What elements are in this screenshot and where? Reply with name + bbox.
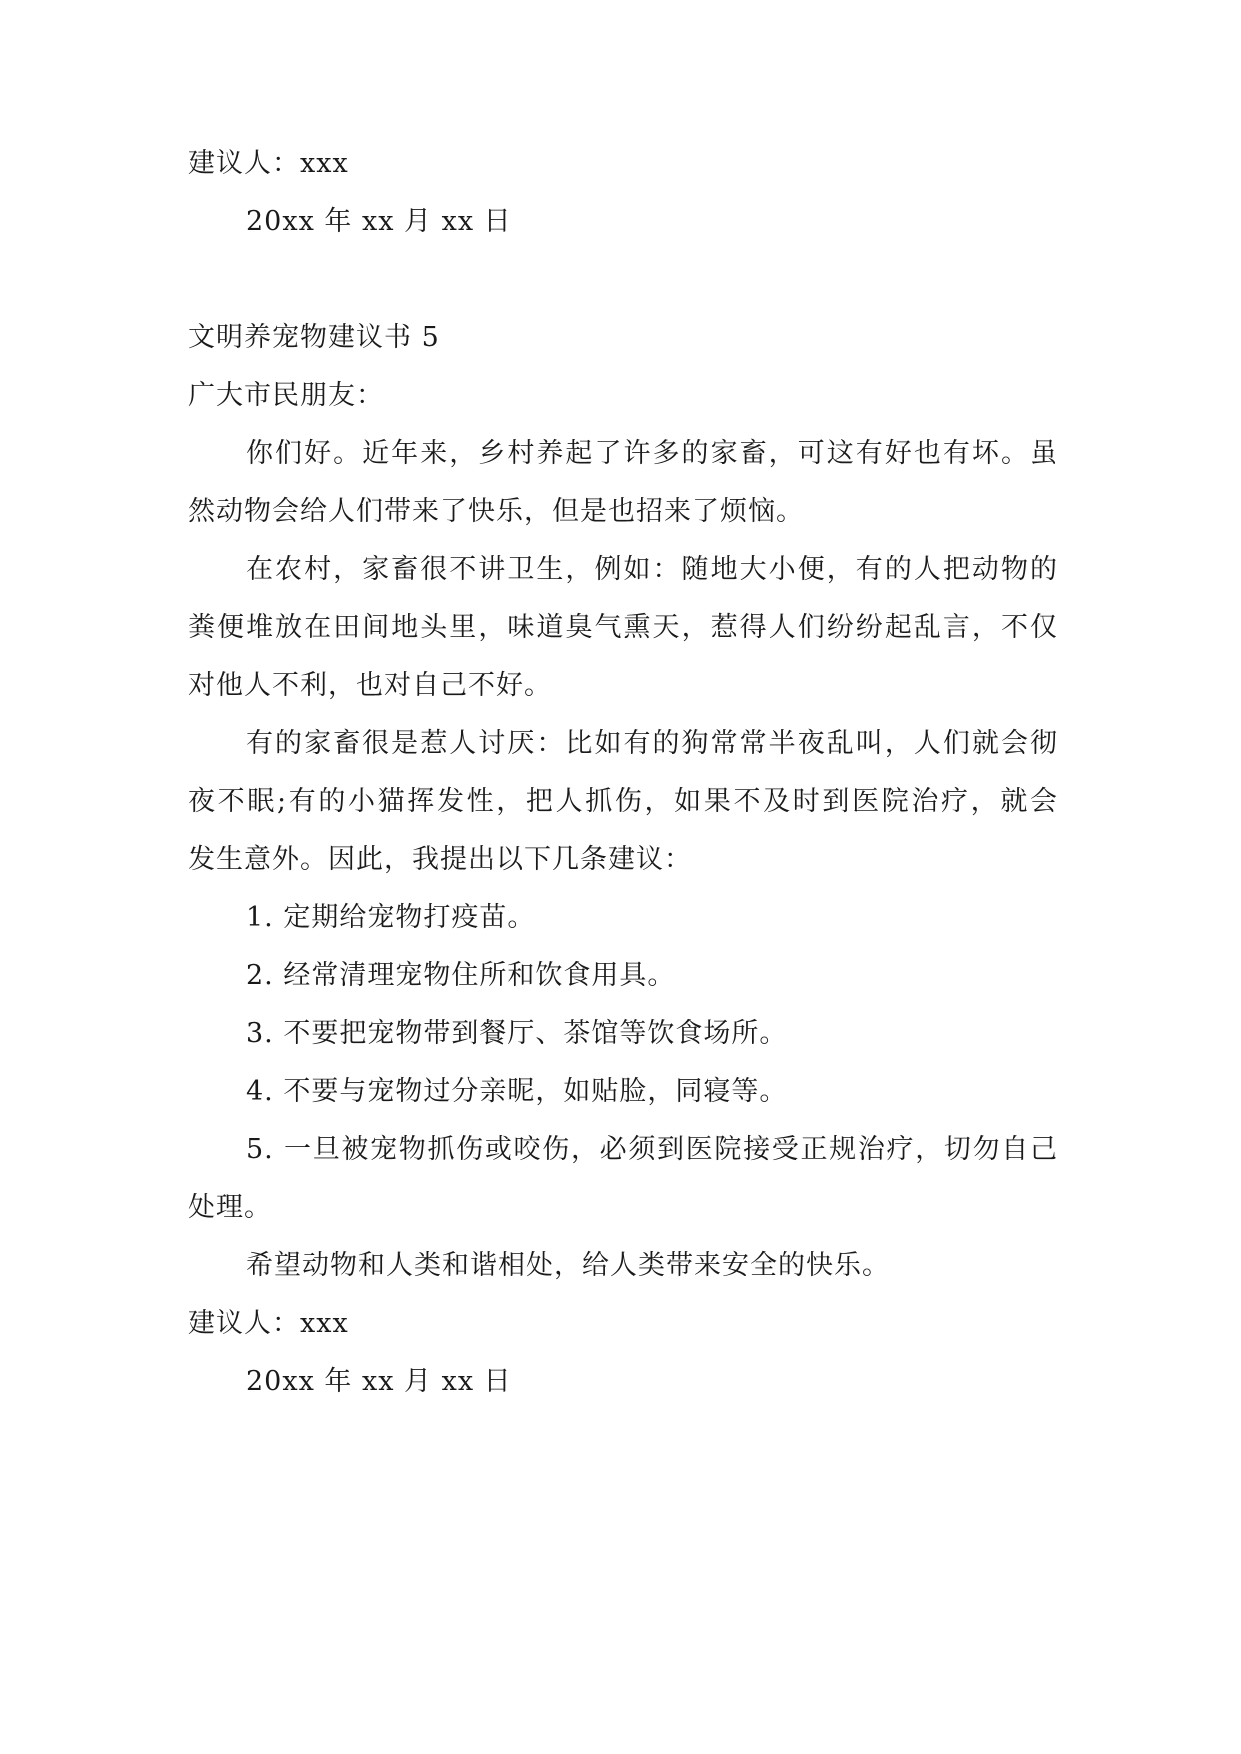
- paragraph-1-line-2: 然动物会给人们带来了快乐，但是也招来了烦恼。: [188, 496, 804, 527]
- proposer-line-2: 建议人：xxx: [188, 1308, 349, 1339]
- date-line-1: 20xx 年 xx 月 xx 日: [246, 206, 512, 237]
- date-line-2: 20xx 年 xx 月 xx 日: [246, 1366, 512, 1397]
- paragraph-3-line-2: 夜不眠;有的小猫挥发性，把人抓伤，如果不及时到医院治疗，就会: [188, 786, 1058, 817]
- document-title: 文明养宠物建议书 5: [188, 322, 440, 353]
- paragraph-3-line-3: 发生意外。因此，我提出以下几条建议：: [188, 844, 692, 875]
- paragraph-2-line-3: 对他人不利，也对自己不好。: [188, 670, 552, 701]
- suggestion-2: 2. 经常清理宠物住所和饮食用具。: [246, 960, 676, 991]
- suggestion-3: 3. 不要把宠物带到餐厅、茶馆等饮食场所。: [246, 1018, 788, 1049]
- paragraph-3-line-1: 有的家畜很是惹人讨厌：比如有的狗常常半夜乱叫，人们就会彻: [246, 728, 1058, 759]
- suggestion-4: 4. 不要与宠物过分亲昵，如贴脸，同寝等。: [246, 1076, 788, 1107]
- paragraph-1-line-1: 你们好。近年来，乡村养起了许多的家畜，可这有好也有坏。虽: [246, 438, 1058, 469]
- suggestion-5-line-2: 处理。: [188, 1192, 272, 1223]
- paragraph-2-line-2: 粪便堆放在田间地头里，味道臭气熏天，惹得人们纷纷起乱言，不仅: [188, 612, 1058, 643]
- proposer-line-1: 建议人：xxx: [188, 148, 349, 179]
- closing-line: 希望动物和人类和谐相处，给人类带来安全的快乐。: [246, 1250, 890, 1281]
- paragraph-2-line-1: 在农村，家畜很不讲卫生，例如：随地大小便，有的人把动物的: [246, 554, 1058, 585]
- suggestion-1: 1. 定期给宠物打疫苗。: [246, 902, 536, 933]
- suggestion-5-line-1: 5. 一旦被宠物抓伤或咬伤，必须到医院接受正规治疗，切勿自己: [246, 1134, 1058, 1165]
- salutation: 广大市民朋友：: [188, 380, 384, 411]
